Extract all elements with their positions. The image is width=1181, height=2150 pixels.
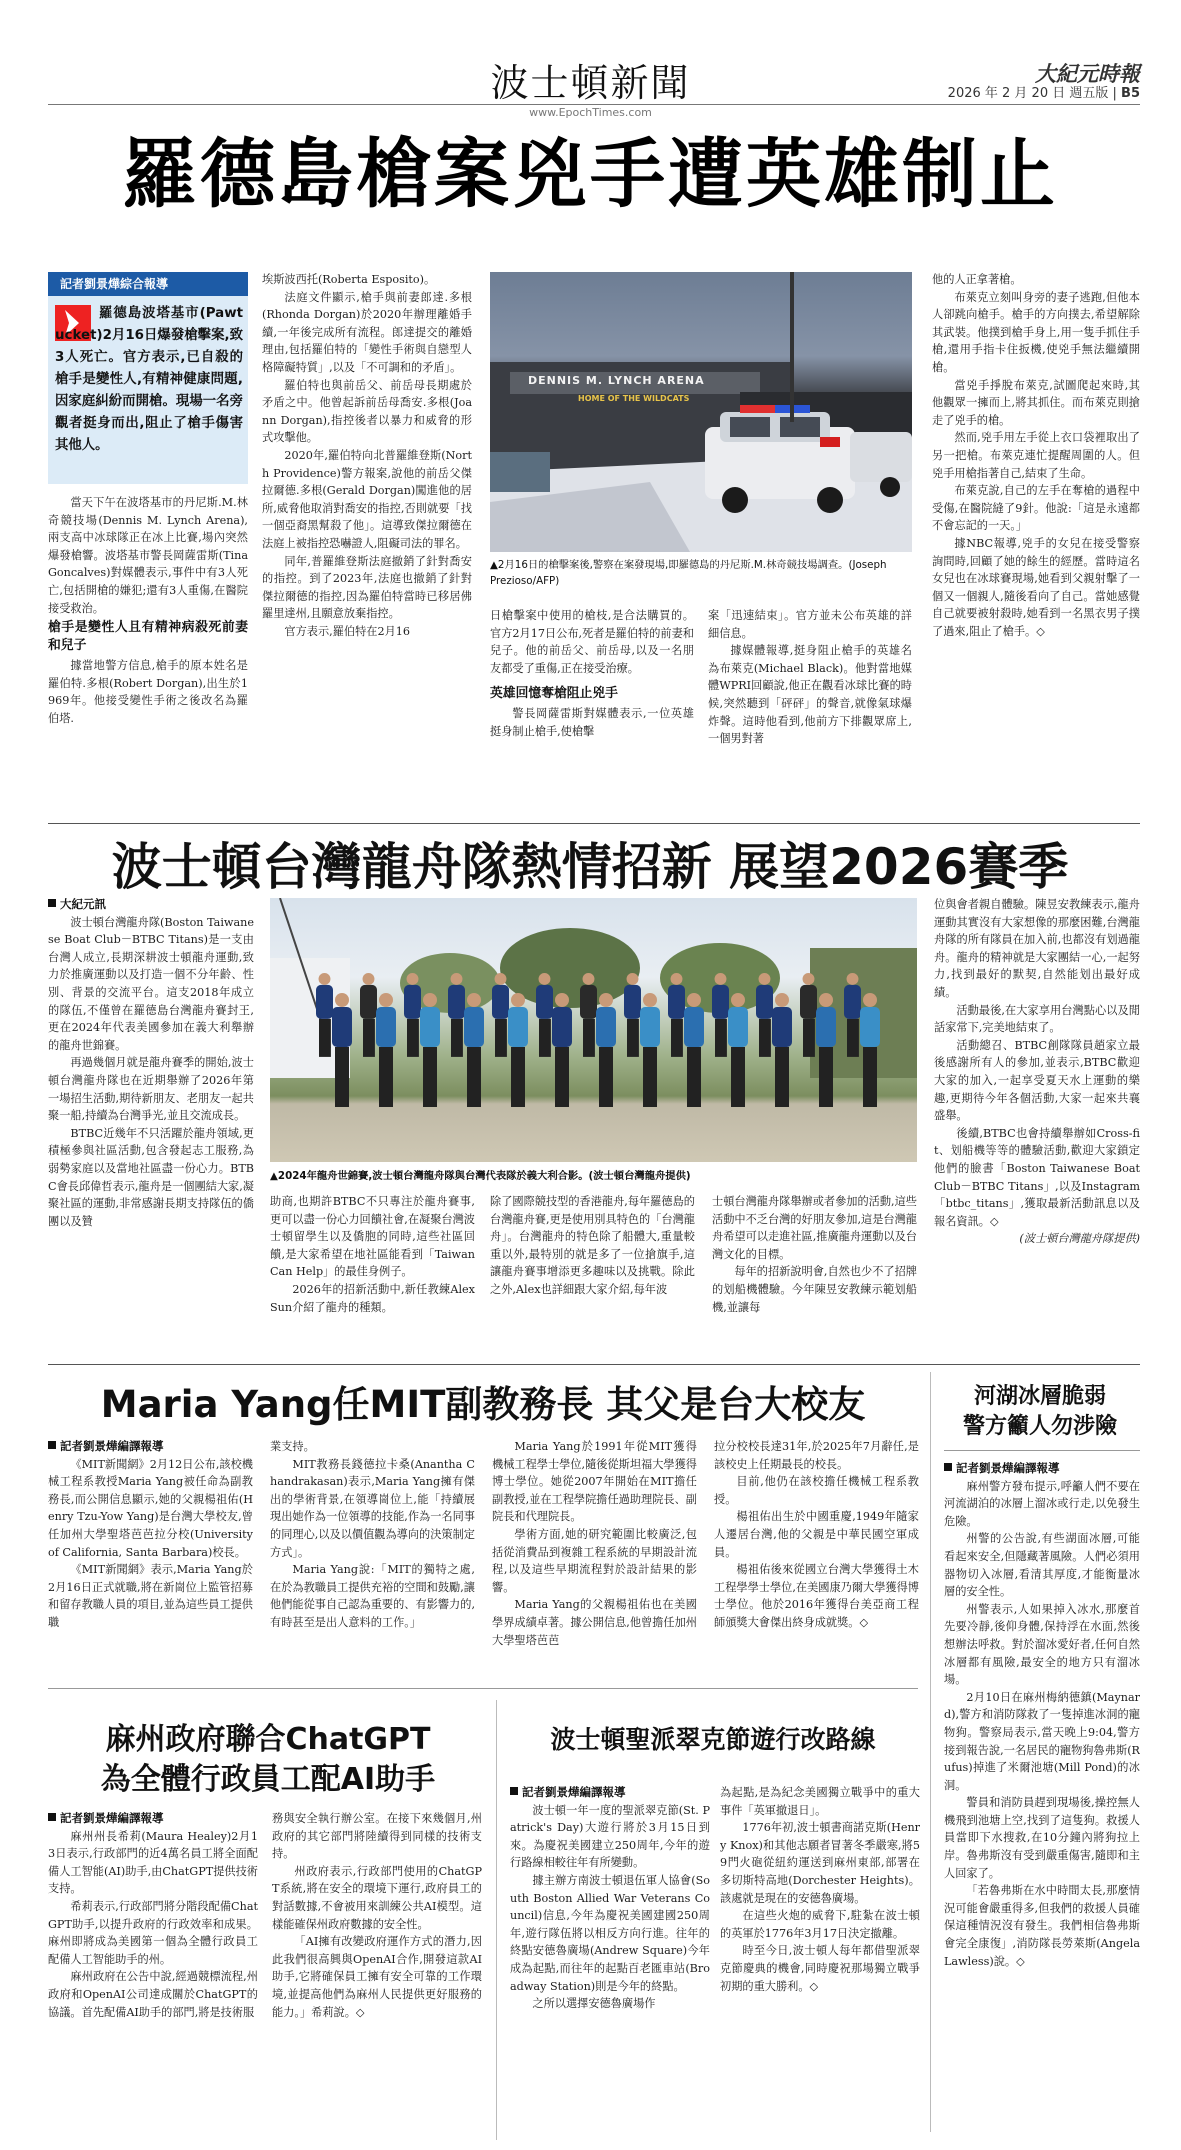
story3-c2-p2: MIT教務長錢德拉卡桑(Anantha Chandrakasan)表示,Maria Yang擁有傑出的學術背景,在領導崗位上,能「持續展現出她作為一位領導的技能,作為一名同事的同理心,以及以價值觀為導向的決策制定方式」。 [270, 1457, 475, 1559]
story5-c2-p2: 州政府表示,行政部門使用的ChatGPT系統,將在安全的環境下運行,政府員工的對話數據,不會被用來訓練公共AI模型。這樣能確保州政府數據的安全性。 [272, 1864, 482, 1931]
story1-col4 [708, 607, 912, 821]
story6-col1 [510, 1784, 710, 2140]
story4-p2: 州警的公告說,有些湖面冰層,可能看起來安全,但隱藏著風險。人們必須用器物切入冰層,看清其厚度,才能衡量冰層的安全性。 [944, 1532, 1140, 1599]
story1-photo-caption: ▲2月16日的槍擊案後,警察在案發現場,即羅德島的丹尼斯.M.林奇競技場調查。(Joseph Prezioso/AFP) [490, 559, 887, 587]
story4-p3: 州警表示,人如果掉入冰水,那麼首先要冷靜,後仰身體,保持浮在水面,然後想辦法呼救。對於溜冰愛好者,任何自然冰層都有風險,最安全的地方只有溜冰場。 [944, 1602, 1140, 1687]
story3-c3-p1: Maria Yang於1991年從MIT獲得機械工程學士學位,隨後從斯坦福大學獲得博士學位。她從2007年開始在MIT擔任副教授,並在工程學院擔任過助理院長、副院長和代理院長。 [492, 1440, 697, 1524]
story3-col4 [714, 1438, 919, 1676]
story2-c2-p2: 2026年的招新活動中,新任教練Alex Sun介紹了龍舟的種類。 [270, 1282, 475, 1314]
story4-p5: 警員和消防員趕到現場後,操控無人機飛到池塘上空,找到了這隻狗。救援人員當即下水搜救,在10分鐘內將狗拉上岸。魯弗斯沒有受到嚴重傷害,隨即和主人回家了。 [944, 1796, 1140, 1880]
story6-c1-p1: 波士頓一年一度的聖派翠克節(St. Patrick's Day)大遊行將於3月15日到來。為慶祝美國建立250周年,今年的遊行路線相較往年有所變動。 [510, 1803, 710, 1870]
story2-c2-p1: 助商,也期許BTBC不只專注於龍舟賽事,更可以盡一份心力回饋社會,在凝聚台灣波士頓留學生以及僑胞的同時,這些社區回饋,是大家希望在地社區能看到「Taiwan Can Help」的最佳身例子。 [270, 1195, 475, 1279]
story1-subhead1: 槍手是變性人且有精神病殺死前妻和兒子 [48, 620, 248, 654]
story1-headline: 羅德島槍案兇手遭英雄制止 [121, 130, 1058, 218]
story2-byline [48, 896, 254, 914]
arena-crime-scene-photo [490, 272, 912, 552]
story1-byline-bar [48, 272, 248, 296]
date-line: 2026 年 2 月 20 日 週五版 | B5 [947, 86, 1140, 101]
story2-c1-p2: 再過幾個月就是龍舟賽季的開始,波士頓台灣龍舟隊也在近期舉辦了2026年第一場招生活動,期待新朋友、老朋友一起共聚一船,持續為台灣爭光,並且交流成長。 [48, 1056, 254, 1123]
story5-byline-text: 記者劉景燁編譯報導 [60, 1811, 164, 1825]
story1-byline: 記者劉景燁綜合報導 [60, 277, 169, 291]
story1-col2 [262, 271, 472, 821]
story3-c1-p1: 《MIT新聞網》2月12日公布,該校機械工程系教授Maria Yang被任命為副教務長,而公開信息顯示,她的父親楊祖佑(Henry Tzu-Yow Yang)是台灣大學校友,曾任加州大學聖塔芭芭拉分校(University of California, Santa Barbara)校長。 [48, 1457, 253, 1559]
story2-col4 [712, 1193, 917, 1358]
story1-col5-p6: 據NBC報導,兇手的女兒在接受警察詢問時,回顧了她的餘生的經歷。當時這名女兒也在冰球賽現場,她看到父親射擊了一個又一個親人,隨後看向了自己。當她感覺自己就要被射殺時,她看到一名黑衣男子撲了過來,阻止了槍手。◇ [932, 536, 1140, 638]
story4-p1: 麻州警方發布提示,呼籲人們不要在河流湖泊的冰層上溜冰或行走,以免發生危險。 [944, 1479, 1140, 1528]
story1-col5-p5: 布萊克說,自己的左手在奪槍的過程中受傷,在醫院縫了9針。他說:「這是永遠都不會忘記的一天。」 [932, 484, 1140, 533]
story1-col2-p5: 同年,普羅維登斯法庭撤銷了針對喬安的指控。到了2023年,法庭也撤銷了針對傑拉爾德的指控,因為羅伯特當時已移居佛羅里達州,且願意放棄指控。 [262, 554, 472, 621]
story1-col2-p4: 2020年,羅伯特向北普羅維登斯(North Providence)警方報案,說他的前岳父傑拉爾德.多根(Gerald Dorgan)闖進他的居所,威脅他取消對喬安的指控,否則就要「找一個亞裔黑幫殺了他」。這導致傑拉爾德在法庭上被指控恐嚇證人,阻礙司法的罪名。 [262, 448, 472, 550]
story1-col1 [48, 494, 248, 820]
story2-c1-p3: BTBC近幾年不只活躍於龍舟領域,更積極參與社區活動,包含發起志工服務,為弱勢家庭以及當地社區盡一份心力。BTBC會長邱偉哲表示,龍舟是一個團結大家,凝聚社區的運動,非常感謝長期支持隊伍的僑團以及贊 [48, 1126, 254, 1228]
story3-c4-p2: 目前,他仍在該校擔任機械工程系教授。 [714, 1475, 919, 1506]
story1-col1-p2: 據當地警方信息,槍手的原本姓名是羅伯特.多根(Robert Dorgan),出生於1969年。他接受變性手術之後改名為羅伯塔. [48, 659, 248, 725]
story2-c5-p2: 活動最後,在大家享用台灣點心以及閒話家常下,完美地結束了。 [934, 1003, 1140, 1035]
column-divider-right [930, 1372, 931, 2132]
story4-byline-text: 記者劉景燁編譯報導 [956, 1461, 1060, 1475]
story3-col3 [492, 1438, 697, 1676]
section-title: 波士頓新聞 [490, 61, 691, 105]
story2-col1 [48, 896, 254, 1358]
story4-p4: 2月10日在麻州梅納德鎮(Maynard),警方和消防隊救了一隻掉進冰洞的寵物狗。警察局表示,當天晚上9:04,警方接到報告說,一名居民的寵物狗魯弗斯(Rufus)掉進了米爾池塘(Mill Pond)的冰洞。 [944, 1690, 1140, 1792]
story2-c3-p1: 除了國際競技型的香港龍舟,每年羅德島的台灣龍舟賽,更是使用別具特色的「台灣龍舟」。台灣龍舟的特色除了船體大,重量較重以外,最特別的就是多了一位搶旗手,這讓龍舟賽事增添更多趣味以及挑戰。除此之外,Alex也詳細跟大家介紹,每年波 [490, 1195, 695, 1296]
story3-c4-p1: 拉分校校長達31年,於2025年7月辭任,是該校史上任期最長的校長。 [714, 1440, 919, 1471]
divider-1 [48, 823, 1140, 824]
story6-headline: 波士頓聖派翠克節遊行改路線 [550, 1725, 876, 1754]
story1-col3-p1: 日槍擊案中使用的槍枝,是合法購買的。官方2月17日公布,死者是羅伯特的前妻和兒子。他的前岳父、前岳母,以及一名朋友都受了重傷,正在接受治療。 [490, 609, 694, 675]
story2-credit: (波士頓台灣龍舟隊提供) [1019, 1232, 1140, 1246]
story1-col1-p1: 當天下午在波塔基市的丹尼斯.M.林奇競技場(Dennis M. Lynch Arena),兩支高中冰球隊正在冰上比賽,場內突然爆發槍響。波塔基市警長岡薩雷斯(Tina Goncalves)對媒體表示,事件中有3人死亡,包括開槍的嫌犯;還有3人重傷,在醫院接受救治。 [48, 496, 248, 615]
story1-col5-p3: 當兇手掙脫布萊克,試圖爬起來時,其他觀眾一擁而上,將其抓住。而布萊克則搶走了兇手的槍。 [932, 378, 1140, 427]
arena-subsign: HOME OF THE WILDCATS [578, 394, 690, 403]
story4-p6: 「若魯弗斯在水中時間太長,那麼情況可能會嚴重得多,但我們的救援人員確保這種情況沒有發生。我們相信魯弗斯會完全康復」,消防隊長勞萊斯(Angela Lawless)說。◇ [944, 1884, 1140, 1968]
story3-c3-p2: 學術方面,她的研究範圍比較廣泛,包括從消費品到複雜工程系統的早期設計流程,以及這些早期流程對於設計結果的影響。 [492, 1527, 697, 1594]
story1-col4-p2: 據媒體報導,挺身阻止槍手的英雄名為布萊克(Michael Black)。他對當地媒體WPRI回顧說,他正在觀看冰球比賽的時候,突然聽到「砰砰」的聲音,就像氣球爆炸聲。這時他看到,他前方下排觀眾席上,一個男對著 [708, 644, 912, 746]
story6-c2-p4: 時至今日,波士頓人每年都借聖派翠克節慶典的機會,同時慶祝那場獨立戰爭初期的重大勝利。◇ [720, 1944, 920, 1993]
story3-c1-p2: 《MIT新聞網》表示,Maria Yang於2月16日正式就職,將在新崗位上監管招募和留存教職人員的項目,並為這些員工提供職 [48, 1563, 253, 1629]
story6-byline [510, 1784, 710, 1802]
story2-c5-p3: 活動總召、BTBC創隊隊員趙家立最後感謝所有人的參加,並表示,BTBC歡迎大家的加入,一起享受夏天水上運動的樂趣,更期待今年各個活動,大家一起來共襄盛舉。 [934, 1038, 1140, 1123]
story2-headline: 波士頓台灣龍舟隊熱情招新 展望2026賽季 [111, 838, 1069, 896]
story6-c1-p3: 之所以選擇安德魯廣場作 [532, 1997, 656, 2011]
arena-sign: DENNIS M. LYNCH ARENA [528, 374, 705, 387]
dragon-boat-team-photo [270, 898, 917, 1162]
story6-c2-p3: 在這些火炮的威脅下,駐紮在波士頓的英軍於1776年3月17日決定撤離。 [720, 1909, 920, 1940]
story5-c2-p3: 「AI擁有改變政府運作方式的潛力,因此我們很高興與OpenAI合作,開發這款AI助手,它將確保員工擁有安全可靠的工作環境,並提高他們為麻州人民提供更好服務的能力。」希莉說。◇ [272, 1935, 482, 2019]
story5-headline-line1: 麻州政府聯合ChatGPT [105, 1722, 431, 1757]
story3-col1 [48, 1438, 253, 1676]
story5-c2-p1: 務與安全執行辦公室。在接下來幾個月,州政府的其它部門將陸續得到同樣的技術支持。 [272, 1812, 482, 1861]
story3-headline: Maria Yang任MIT副教務長 其父是台大校友 [100, 1383, 866, 1426]
story1-col2-p6: 官方表示,羅伯特在2月16 [284, 624, 410, 638]
story6-byline-text: 記者劉景燁編譯報導 [522, 1785, 626, 1799]
story3-c2-p3: Maria Yang說:「MIT的獨特之處,在於為教職員工提供充裕的空間和鼓勵,讓他們能從事自己認為重要的、有影響力的,有時甚至是出人意料的工作。」 [270, 1563, 475, 1629]
story2-c1-p1: 波士頓台灣龍舟隊(Boston Taiwanese Boat Club－BTBC Titans)是一支由台灣人成立,長期深耕波士頓龍舟運動,致力於推廣運動以及打造一個不分年齡、性別、背景的交流平台。這支2018年成立的隊伍,不僅曾在羅德島台灣龍舟賽封王,更在2024年代表美國參加在義大利舉辦的龍舟世錦賽。 [48, 915, 254, 1052]
column-divider-mid [496, 1700, 497, 2140]
story1-col5-p2: 布萊克立刻叫身旁的妻子逃跑,但他本人卻跳向槍手。槍手的方向撲去,希望解除其武裝。他撲到槍手身上,用一隻手抓住手槍,還用手指卡住扳機,使兇手無法繼續開槍。 [932, 290, 1140, 374]
story3-c2-p1: 業支持。 [270, 1440, 315, 1453]
story4-rule [944, 1450, 1140, 1451]
story1-col5 [932, 271, 1140, 821]
story2-col5 [934, 896, 1140, 1358]
story4-body [944, 1460, 1140, 2142]
story1-col3-p2: 警長岡薩雷斯對媒體表示,一位英雄挺身制止槍手,使槍擊 [490, 707, 694, 738]
story2-col3 [490, 1193, 695, 1358]
paper-name-logo: 大紀元時報 [1035, 61, 1140, 86]
story2-c5-p4: 後續,BTBC也會持續舉辦如Cross-fit、划船機等等的體驗活動,歡迎大家鎖定他們的臉書「Boston Taiwanese Boat Club－BTBC Titans」,以及Instagram「btbc_titans」,獲取最新活動訊息以及報名資訊。◇ [934, 1126, 1140, 1228]
story3-c4-p4: 楊祖佑後來從國立台灣大學獲得土木工程學學士學位,在美國康乃爾大學獲得博士學位。他於2016年獲得台美亞商工程師頒獎大會傑出終身成就獎。◇ [714, 1563, 919, 1629]
story1-col2-p2: 法庭文件顯示,槍手與前妻郎達.多根(Rhonda Dorgan)於2020年辦理離婚手續,一年後完成所有流程。郎達提交的離婚理由,包括羅伯特的「變性手術與自戀型人格障礙特質」,以及「不可調和的矛盾」。 [262, 290, 472, 374]
story3-byline [48, 1438, 253, 1456]
story5-col2 [272, 1810, 482, 2140]
story6-c2-p1: 為起點,是為紀念美國獨立戰爭中的重大事件「英軍撤退日」。 [720, 1786, 920, 1817]
story4-byline [944, 1460, 1140, 1478]
story3-byline-text: 記者劉景燁編譯報導 [60, 1439, 164, 1453]
story3-c3-p3: Maria Yang的父親楊祖佑也在美國學界成績卓著。據公開信息,他曾擔任加州大學聖塔芭芭 [492, 1598, 697, 1647]
divider-3 [48, 1688, 918, 1689]
website: www.EpochTimes.com [529, 106, 652, 119]
story2-c5-p1: 位與會者親自體驗。陳昱安教練表示,龍舟運動其實沒有大家想像的那麼困難,台灣龍舟隊的所有隊員在加入前,也都沒有划過龍舟。龍舟的精神就是大家團結一心,一起努力,找到最好的默契,自然能划出最好成績。 [934, 898, 1140, 999]
divider-2 [48, 1364, 1140, 1365]
story5-c1-p1: 麻州州長希莉(Maura Healey)2月13日表示,行政部門的近4萬名員工將全面配備人工智能(AI)助手,由ChatGPT提供技術支持。 [48, 1829, 258, 1896]
story5-col1 [48, 1810, 258, 2140]
story1-col3 [490, 607, 694, 821]
story6-c2-p2: 1776年初,波士頓書商諾克斯(Henry Knox)和其他志願者冒著冬季嚴寒,將59門火砲從紐約運送到麻州東部,部署在多切斯特高地(Dorchester Heights)。該處就是現在的安德魯廣場。 [720, 1821, 920, 1905]
story1-col5-p4: 然而,兇手用左手從上衣口袋裡取出了另一把槍。布萊克連忙提醒周圍的人。但兇手用槍指著自己,結束了生命。 [932, 431, 1140, 480]
story2-photo-caption: ▲2024年龍舟世錦賽,波士頓台灣龍舟隊與台灣代表隊於義大利合影。(波士頓台灣龍舟提供) [270, 1170, 691, 1182]
story5-c1-p3: 麻州政府在公告中說,經過競標流程,州政府和OpenAI公司達成關於ChatGPT的協議。首先配備AI助手的部門,將是技術服 [48, 1970, 258, 2019]
story1-lead: 羅德島波塔基市(Pawtucket)2月16日爆發槍擊案,致3人死亡。官方表示,已自殺的槍手是變性人,有精神健康問題,因家庭糾紛而開槍。現場一名旁觀者挺身而出,阻止了槍手傷害其他人。 [55, 306, 243, 453]
story2-byline-text: 大紀元訊 [60, 897, 106, 911]
story1-col2-p3: 羅伯特也與前岳父、前岳母長期處於矛盾之中。他曾起訴前岳母喬安.多根(Joann Dorgan),指控後者以暴力和威脅的形式攻擊他。 [262, 378, 472, 445]
story3-c4-p3: 楊祖佑出生於中國重慶,1949年隨家人遷居台灣,他的父親是中華民國空軍成員。 [714, 1510, 919, 1559]
story1-subhead2: 英雄回憶奪槍阻止兇手 [490, 686, 618, 702]
story4-headline-line1: 河湖冰層脆弱 [973, 1384, 1106, 1409]
story6-c1-p2: 據主辦方南波士頓退伍軍人協會(South Boston Allied War Veterans Council)信息,今年為慶祝美國建國250周年,遊行隊伍將以相反方向行進。往年的終點安德魯廣場(Andrew Square)今年成為起點,而往年的起點百老匯車站(Broadway Station)則是今年的終點。 [510, 1873, 710, 1993]
story5-c1-p2: 希莉表示,行政部門將分階段配備ChatGPT助手,以提升政府的行政效率和成果。麻州即將成為美國第一個為全體行政員工配備人工智能助手的州。 [48, 1899, 258, 1966]
story5-byline [48, 1810, 258, 1828]
story2-col2 [270, 1193, 475, 1358]
story4-headline-line2: 警方籲人勿涉險 [962, 1414, 1117, 1439]
story1-col2-p1: 埃斯波西托(Roberta Esposito)。 [262, 273, 436, 286]
story1-col5-p1: 他的人正拿著槍。 [932, 273, 1022, 286]
story5-headline-line2: 為全體行政員工配AI助手 [100, 1762, 436, 1797]
issue-date: 2026 年 2 月 20 日 週五版 [947, 86, 1109, 101]
story1-col4-p1: 案「迅速結束」。官方並未公布英雄的詳細信息。 [708, 609, 912, 640]
header-rule [48, 104, 1140, 105]
story6-col2 [720, 1784, 920, 2140]
page-number: B5 [1121, 86, 1140, 101]
story2-c4-p2: 每年的招新說明會,自然也少不了招牌的划船機體驗。今年陳昱安教練示範划船機,並讓每 [712, 1265, 917, 1314]
story3-col2 [270, 1438, 475, 1676]
story2-c4-p1: 士頓台灣龍舟隊舉辦或者參加的活動,這些活動中不乏台灣的好朋友參加,這是台灣龍舟希望可以走進社區,推廣龍舟運動以及台灣文化的目標。 [712, 1195, 917, 1261]
